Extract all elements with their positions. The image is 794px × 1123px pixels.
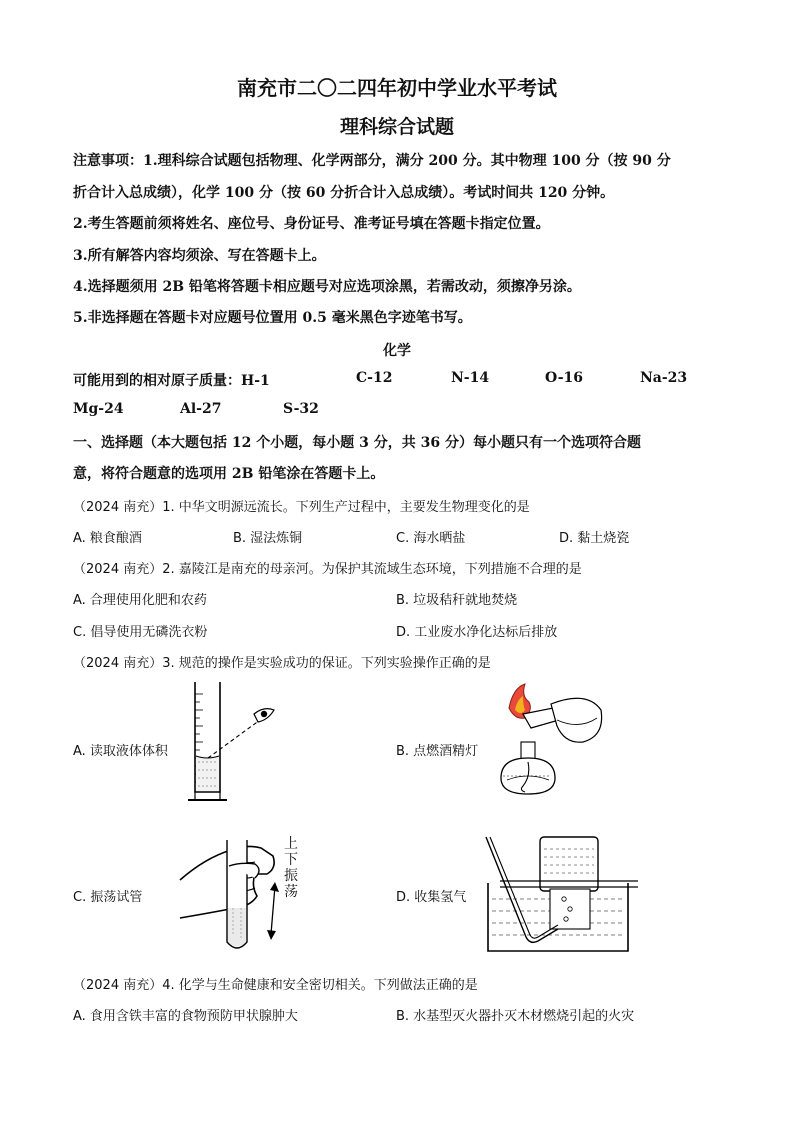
atomic-mass-c: C-12 bbox=[356, 370, 393, 386]
q3-option-a: A. 读取液体体积 bbox=[73, 744, 168, 759]
q2-option-d: D. 工业废水净化达标后排放 bbox=[396, 625, 558, 640]
q1-option-b: B. 湿法炼铜 bbox=[233, 531, 303, 546]
notes-line-2: 2.考生答题前须将姓名、座位号、身份证号、准考证号填在答题卡指定位置。 bbox=[73, 216, 550, 232]
q3-option-c: C. 振荡试管 bbox=[73, 890, 143, 905]
q1-option-d: D. 黏土烧瓷 bbox=[559, 531, 630, 546]
shake-label-char: 荡 bbox=[284, 884, 298, 900]
alcohol-lamp-figure bbox=[487, 680, 607, 805]
q2-option-c: C. 倡导使用无磷洗衣粉 bbox=[73, 625, 208, 640]
section-heading: 化学 bbox=[383, 343, 411, 359]
q2-option-b: B. 垃圾秸秆就地焚烧 bbox=[396, 593, 518, 608]
atomic-mass-na: Na-23 bbox=[640, 370, 688, 386]
q4-stem: （2024 南充）4. 化学与生命健康和安全密切相关。下列做法正确的是 bbox=[73, 978, 478, 993]
notes-line-1b: 折合计入总成绩），化学 100 分（按 60 分折合计入总成绩）。考试时间共 120 分钟。 bbox=[73, 185, 615, 201]
part1-instructions-2: 意，将符合题意的选项用 2B 铅笔涂在答题卡上。 bbox=[73, 466, 385, 482]
graduated-cylinder-figure bbox=[180, 680, 290, 805]
atomic-mass-n: N-14 bbox=[451, 370, 490, 386]
q4-option-b: B. 水基型灭火器扑灭木材燃烧引起的火灾 bbox=[396, 1009, 635, 1024]
collect-hydrogen-figure bbox=[478, 835, 638, 955]
q3-stem: （2024 南充）3. 规范的操作是实验成功的保证。下列实验操作正确的是 bbox=[73, 656, 491, 671]
atomic-mass-al: Al-27 bbox=[180, 401, 222, 417]
exam-subtitle: 理科综合试题 bbox=[339, 116, 454, 138]
atomic-mass-mg: Mg-24 bbox=[73, 401, 124, 417]
shake-label-char: 振 bbox=[284, 868, 298, 884]
shake-label-char: 上 bbox=[284, 836, 298, 852]
q4-option-a: A. 食用含铁丰富的食物预防甲状腺肿大 bbox=[73, 1009, 298, 1024]
notes-line-5: 5.非选择题在答题卡对应题号位置用 0.5 毫米黑色字迹笔书写。 bbox=[73, 310, 472, 326]
atomic-mass-s: S-32 bbox=[283, 401, 319, 417]
q2-stem: （2024 南充）2. 嘉陵江是南充的母亲河。为保护其流域生态环境，下列措施不合理的是 bbox=[73, 562, 582, 577]
q2-option-a: A. 合理使用化肥和农药 bbox=[73, 593, 207, 608]
atomic-mass-prefix: 可能用到的相对原子质量：H-1 bbox=[73, 373, 270, 389]
atomic-mass-o: O-16 bbox=[545, 370, 584, 386]
shake-label bbox=[284, 836, 300, 900]
q1-option-a: A. 粮食酿酒 bbox=[73, 531, 142, 546]
exam-title: 南充市二〇二四年初中学业水平考试 bbox=[237, 76, 557, 100]
notes-line-1: 注意事项：1.理科综合试题包括物理、化学两部分，满分 200 分。其中物理 100 分（按 90 分 bbox=[73, 153, 671, 169]
q3-option-b: B. 点燃酒精灯 bbox=[396, 744, 479, 759]
shake-label-char: 下 bbox=[284, 852, 298, 868]
part1-instructions-1: 一、选择题（本大题包括 12 个小题，每小题 3 分，共 36 分）每小题只有一个选项符合题 bbox=[73, 435, 641, 451]
q1-option-c: C. 海水晒盐 bbox=[396, 531, 466, 546]
notes-line-4: 4.选择题须用 2B 铅笔将答题卡相应题号对应选项涂黑，若需改动，须擦净另涂。 bbox=[73, 279, 581, 295]
q3-option-d: D. 收集氢气 bbox=[396, 890, 467, 905]
notes-line-3: 3.所有解答内容均须涂、写在答题卡上。 bbox=[73, 248, 326, 264]
q1-stem: （2024 南充）1. 中华文明源远流长。下列生产过程中，主要发生物理变化的是 bbox=[73, 500, 530, 515]
